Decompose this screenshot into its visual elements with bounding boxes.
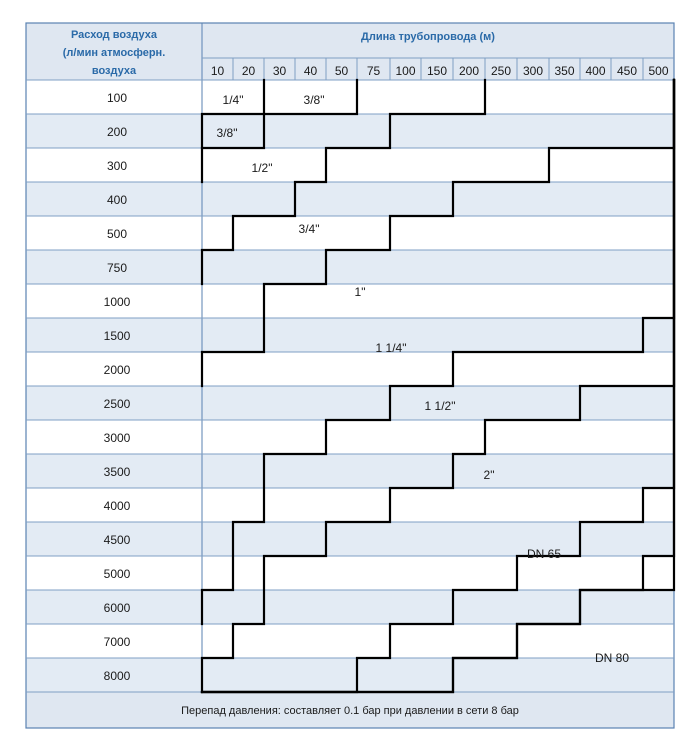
diameter-label: 3/8" <box>303 93 325 107</box>
flow-tick-label: 4000 <box>103 499 131 513</box>
diameter-label: 1 1/4" <box>375 341 407 355</box>
length-header-title: Длина трубопровода (м) <box>361 31 495 43</box>
flow-header-subtitle-2: воздуха <box>91 65 137 77</box>
flow-tick-label: 750 <box>106 261 128 275</box>
length-tick-label: 250 <box>490 64 512 78</box>
diameter-label: 1/2" <box>251 161 273 175</box>
flow-tick-label: 8000 <box>103 669 131 683</box>
diameter-label: 3/8" <box>216 126 238 140</box>
diameter-label: DN 80 <box>594 651 630 665</box>
flow-tick-label: 7000 <box>103 635 131 649</box>
flow-tick-label: 200 <box>106 125 128 139</box>
length-tick-labels <box>211 64 669 78</box>
flow-tick-label: 500 <box>106 227 128 241</box>
diameter-label: DN 65 <box>526 547 562 561</box>
length-tick-label: 50 <box>334 64 349 78</box>
diameter-label: 3/4" <box>298 222 320 236</box>
length-tick-label: 75 <box>366 64 381 78</box>
diameter-label: 1/4" <box>222 93 244 107</box>
length-tick-label: 100 <box>395 64 416 78</box>
flow-tick-label: 6000 <box>103 601 131 615</box>
length-tick-label: 200 <box>458 64 480 78</box>
length-tick-label: 20 <box>241 64 256 78</box>
diameter-label: 2" <box>483 468 495 482</box>
flow-tick-label: 300 <box>106 159 128 173</box>
length-tick-label: 350 <box>554 64 575 78</box>
diameter-label: 1" <box>354 285 366 299</box>
length-tick-label: 150 <box>426 64 448 78</box>
flow-tick-label: 100 <box>106 91 128 105</box>
flow-tick-label: 1500 <box>103 329 131 343</box>
flow-tick-label: 1000 <box>103 295 131 309</box>
flow-tick-label: 4500 <box>103 533 131 547</box>
flow-tick-label: 3000 <box>103 431 131 445</box>
length-tick-label: 40 <box>303 64 318 78</box>
length-tick-label: 300 <box>522 64 544 78</box>
footnote: Перепад давления: составляет 0.1 бар при давлении в сети 8 бар <box>181 705 519 717</box>
flow-tick-label: 5000 <box>103 567 131 581</box>
flow-tick-label: 400 <box>106 193 128 207</box>
length-tick-label: 400 <box>585 64 606 78</box>
flow-tick-label: 2000 <box>103 363 131 377</box>
length-tick-label: 30 <box>272 64 287 78</box>
length-tick-label: 10 <box>210 64 225 78</box>
flow-tick-label: 3500 <box>103 465 131 479</box>
flow-header-subtitle-1: (л/мин атмосферн. <box>62 47 166 59</box>
length-tick-label: 500 <box>648 64 669 78</box>
flow-tick-label: 2500 <box>103 397 131 411</box>
length-tick-label: 450 <box>616 64 638 78</box>
diameter-label: 1 1/2" <box>424 399 456 413</box>
flow-header-title: Расход воздуха <box>70 29 158 41</box>
